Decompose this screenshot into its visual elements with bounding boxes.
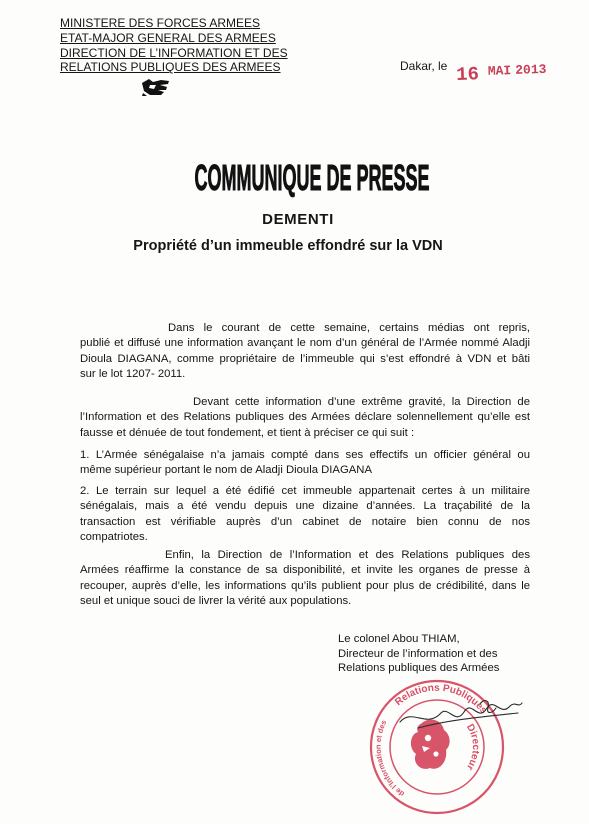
letterhead-line: ETAT-MAJOR GENERAL DES ARMEES bbox=[60, 30, 276, 45]
point-2 bbox=[80, 484, 530, 545]
document-subtitle: DEMENTI bbox=[262, 211, 334, 228]
seal-ring-text bbox=[374, 719, 407, 799]
date-stamp-year: 2013 bbox=[514, 61, 547, 78]
seal-ring-top-text: Relations Publiques bbox=[393, 682, 489, 717]
date-stamp-day: 16 bbox=[455, 63, 480, 86]
signature-line: Relations publiques des Armées bbox=[338, 662, 500, 675]
paragraph-line: transaction est vérifiable auprès d’un cabinet de notaire bien connu de nos bbox=[80, 515, 530, 528]
seal-ring-left-text: de l’Information et des bbox=[373, 718, 407, 799]
paragraph-line: recouper, auprès d’elle, les informations qu’ils publient pour plus de crédibilité, dans le bbox=[80, 579, 530, 592]
dateline-place: Dakar, le bbox=[400, 59, 448, 73]
paragraph-line: 2. Le terrain sur lequel a été édifié cet immeuble appartenait certes à un militaire bbox=[80, 485, 530, 497]
paragraph-line: même supérieur portant le nom de Aladji Dioula DIAGANA bbox=[80, 464, 372, 477]
paragraph-line: fausse et dénuée de tout fondement, et tient à préciser ce qui suit : bbox=[80, 426, 415, 439]
document-subject: Propriété d’un immeuble effondré sur la VDN bbox=[133, 238, 443, 254]
paragraph-line: sénégalais, mais a été vendu depuis une dizaine d’années. La traçabilité de la bbox=[80, 500, 530, 513]
letterhead bbox=[60, 16, 288, 75]
letterhead-line: DIRECTION DE L’INFORMATION ET DES bbox=[60, 45, 288, 60]
date-stamp bbox=[455, 57, 547, 86]
seal-center-text bbox=[464, 722, 481, 772]
intro-paragraph bbox=[80, 321, 530, 382]
official-seal bbox=[360, 668, 525, 820]
paragraph-line: sur le lot 1207- 2011. bbox=[80, 367, 186, 380]
document-title: COMMUNIQUE DE PRESSE bbox=[194, 157, 430, 198]
statement-paragraph bbox=[80, 395, 530, 441]
seal-emblem-icon bbox=[411, 719, 450, 768]
paragraph-line: Armées réaffirme la constance de sa disponibilité, et invite les organes de presse à bbox=[80, 564, 530, 577]
paragraph-line: seul et unique souci de livrer la vérité aux populations. bbox=[80, 594, 352, 607]
signature-line: Le colonel Abou THIAM, bbox=[338, 633, 460, 645]
letterhead-line: MINISTERE DES FORCES ARMEES bbox=[60, 16, 261, 30]
signature-line: Directeur de l’information et des bbox=[338, 647, 498, 660]
paragraph-line: Dans le courant de cette semaine, certains médias ont repris, bbox=[168, 322, 530, 334]
closing-paragraph bbox=[80, 548, 530, 609]
army-emblem-icon bbox=[141, 77, 171, 97]
paragraph-line: Devant cette information d’une extrême gravité, la Direction de bbox=[193, 396, 530, 408]
paragraph-line: Enfin, la Direction de l’Information et des Relations publiques des bbox=[165, 549, 530, 561]
paragraph-line: compatriotes. bbox=[80, 530, 148, 543]
letterhead-line: RELATIONS PUBLIQUES DES ARMEES bbox=[60, 60, 281, 75]
paragraph-line: Dioula DIAGANA, comme propriétaire de l’immeuble qui s’est effondré à VDN et bâti bbox=[80, 352, 530, 365]
paragraph-line: 1. L’Armée sénégalaise n’a jamais compté dans ses effectifs un officier général ou bbox=[80, 449, 530, 461]
paragraph-line: l’Information et des Relations publiques des Armées déclare solennellement qu’elle est bbox=[80, 411, 530, 424]
seal-center-label: Directeur bbox=[463, 722, 482, 773]
date-stamp-month: MAI bbox=[487, 63, 512, 79]
paragraph-line: publié et diffusé une information avançant le nom d’un général de l’Armée nommé Aladji bbox=[80, 337, 530, 350]
point-1 bbox=[80, 448, 530, 479]
